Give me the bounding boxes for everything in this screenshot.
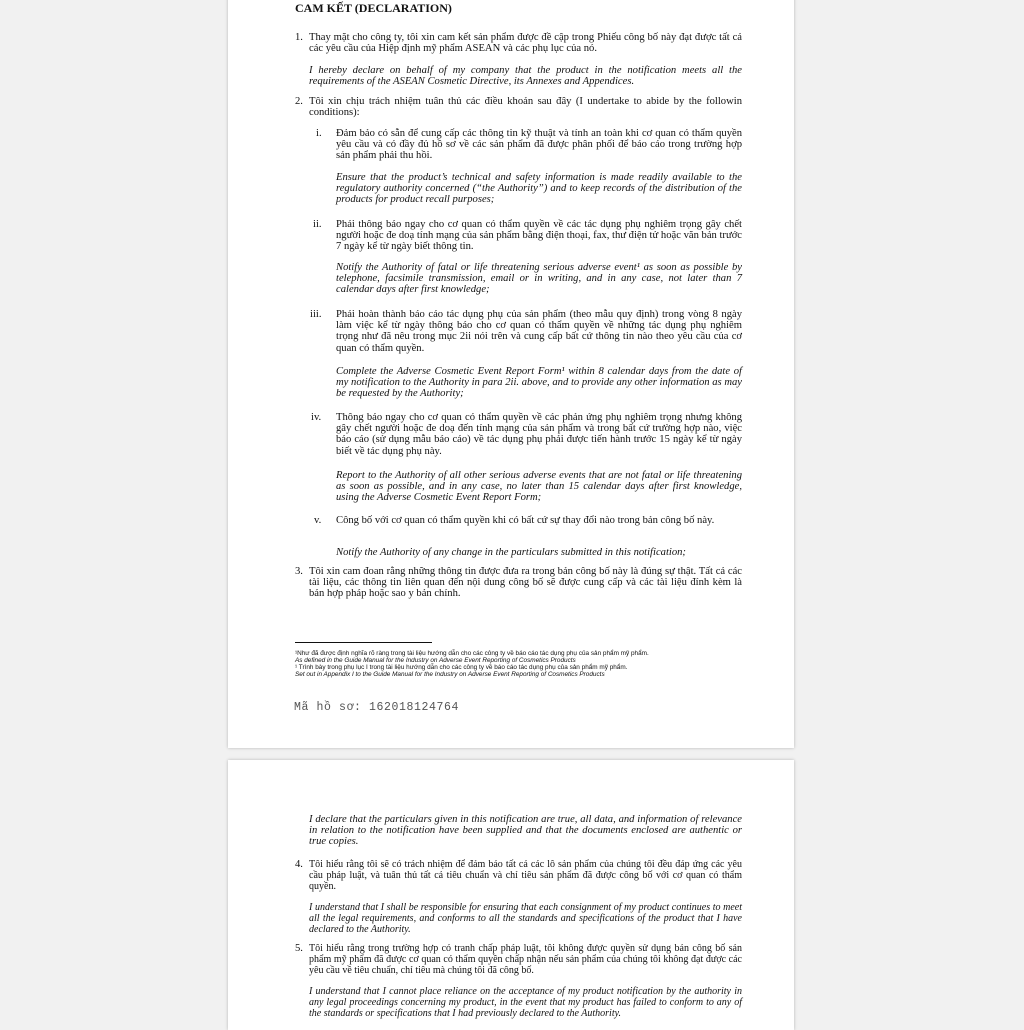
- subitem-iii-english: Complete the Adverse Cosmetic Event Report Form¹ within 8 calendar days from the date of my notification to the Authority in para 2ii. above, and to provide any other information as may be requested by the Authority;: [336, 366, 742, 400]
- item-number: 1.: [295, 32, 303, 43]
- subitem-iv-english: Report to the Authority of all other serious adverse events that are not fatal or life threatening as soon as possible, and in any case, no later than 15 calendar days after first knowledge, using the Adverse Cosmetic Event Report Form;: [336, 470, 742, 504]
- subitem-v-english: Notify the Authority of any change in the particulars submitted in this notification;: [336, 547, 686, 558]
- subitem-i-english: Ensure that the product’s technical and safety information is made readily available to the regulatory authority concerned (“the Authority”) and to keep records of the distribution of the products for product recall purposes;: [336, 172, 742, 206]
- subitem-ii-vietnamese: Phải thông báo ngay cho cơ quan có thẩm quyền về các tác dụng phụ nghiêm trọng gây chết người hoặc đe doạ tính mạng của sản phẩm bằng điện thoại, fax, thư điện tử hoặc văn bản trước 7 ngày kể từ ngày biết thông tin.: [336, 219, 742, 253]
- subitem-number: iv.: [311, 412, 322, 423]
- subitem-iii-vietnamese: Phải hoàn thành báo cáo tác dụng phụ của sản phẩm (theo mẫu quy định) trong vòng 8 ngày làm việc kể từ ngày thông báo cho cơ quan có thẩm quyền về những tác dụng phụ nghiêm trọng như đã nêu trong mục 2ii nói trên và cung cấp bất cứ thông tin nào theo yêu cầu của cơ quan có thẩm quyền.: [336, 309, 742, 354]
- footnote-1-vietnamese: ¹Như đã được định nghĩa rõ ràng trong tài liệu hướng dẫn cho các công ty về báo cáo tác dụng phụ của sản phẩm mỹ phẩm.: [295, 650, 649, 657]
- subitem-i-vietnamese: Đảm bảo có sẵn để cung cấp các thông tin kỹ thuật và tính an toàn khi cơ quan có thẩm quyền yêu cầu và có đầy đủ hồ sơ về các sản phẩm đã được phân phối để báo cáo trong trường hợp sản phẩm phải thu hồi.: [336, 128, 742, 162]
- item-1-vietnamese: Thay mặt cho công ty, tôi xin cam kết sản phẩm được đề cập trong Phiếu công bố này đạt được tất cả các yêu cầu của Hiệp định mỹ phẩm ASEAN và các phụ lục của nó.: [309, 32, 742, 55]
- item-3-vietnamese: Tôi xin cam đoan rằng những thông tin được đưa ra trong bản công bố này là đúng sự thật. Tất cả các tài liệu, các thông tin liên quan đến nội dung công bố sẽ được cung cấp và các tài liệu đính kèm là bản hợp pháp hoặc sao y bản chính.: [309, 566, 742, 600]
- document-page-2: [228, 760, 794, 1030]
- item-5-vietnamese: Tôi hiểu rằng trong trường hợp có tranh chấp pháp luật, tôi không được quyền sử dụng bản công bố sản phẩm mỹ phẩm đã được cơ quan có thẩm quyền chấp nhận nếu sản phẩm của chúng tôi không đạt được các yêu cầu về tiêu chuẩn, chỉ tiêu mà chúng tôi đã công bố.: [309, 943, 742, 977]
- subitem-ii-english: Notify the Authority of fatal or life threatening serious adverse event¹ as soon as possible by telephone, facsimile transmission, email or in writing, and in any case, not later than 7 calendar days after first knowledge;: [336, 262, 742, 296]
- footnote-divider: [295, 642, 432, 643]
- subitem-number: iii.: [310, 309, 322, 320]
- item-5-english: I understand that I cannot place reliance on the acceptance of my product notification by the authority in any legal proceedings concerning my product, in the event that my product has failed to conform to any of the standards or specifications that I had previously declared to the Authority.: [309, 986, 742, 1020]
- item-number: 3.: [295, 566, 303, 577]
- subitem-iv-vietnamese: Thông báo ngay cho cơ quan có thẩm quyền về các phản ứng phụ nghiêm trọng nhưng không gây chết người hoặc đe doạ đến tính mạng của sản phẩm và trong bất cứ trường hợp nào, việc báo cáo (sử dụng mẫu báo cáo) về tác dụng phụ phải được tiến hành trước 15 ngày kể từ ngày biết về tác dụng phụ này.: [336, 412, 742, 457]
- item-3-english: I declare that the particulars given in this notification are true, all data, and information of relevance in relation to the notification have been supplied and that the documents enclosed are authentic or true copies.: [309, 814, 742, 848]
- item-4-vietnamese: Tôi hiểu rằng tôi sẽ có trách nhiệm để đảm bảo tất cả các lô sản phẩm của chúng tôi đều đáp ứng các yêu cầu pháp luật, và tuân thủ tất cả tiêu chuẩn và chỉ tiêu sản phẩm đã được công bố với cơ quan có thẩm quyền.: [309, 859, 742, 893]
- item-4-english: I understand that I shall be responsible for ensuring that each consignment of my product continues to meet all the legal requirements, and conforms to all the standards and specifications of the product that I have declared to the Authority.: [309, 902, 742, 936]
- item-2-text: Tôi xin chịu trách nhiệm tuân thủ các điều khoản sau đây (I undertake to abide by the followin conditions):: [309, 96, 742, 119]
- subitem-v-vietnamese: Công bố với cơ quan có thẩm quyền khi có bất cứ sự thay đổi nào trong bản công bố này.: [336, 515, 715, 526]
- footnote-1-english: As defined in the Guide Manual for the Industry on Adverse Event Reporting of Cosmetics Products: [295, 657, 576, 664]
- item-number: 4.: [295, 859, 303, 870]
- document-page-1: [228, 0, 794, 748]
- footnote-2-vietnamese: ¹ Trình bày trong phụ lục I trong tài liệu hướng dẫn cho các công ty về báo cáo tác dụng phụ của sản phẩm mỹ phẩm.: [295, 664, 628, 671]
- item-number: 5.: [295, 943, 303, 954]
- footnote-2-english: Set out in Appendix I to the Guide Manual for the Industry on Adverse Event Reporting of Cosmetics Products: [295, 671, 605, 678]
- subitem-number: i.: [316, 128, 322, 139]
- subitem-number: ii.: [313, 219, 322, 230]
- item-number: 2.: [295, 96, 303, 107]
- record-code: Mã hồ sơ: 162018124764: [294, 701, 460, 714]
- subitem-number: v.: [314, 515, 322, 526]
- declaration-title: CAM KẾT (DECLARATION): [295, 1, 452, 15]
- item-1-english: I hereby declare on behalf of my company that the product in the notification meets all the requirements of the ASEAN Cosmetic Directive, its Annexes and Appendices.: [309, 65, 742, 88]
